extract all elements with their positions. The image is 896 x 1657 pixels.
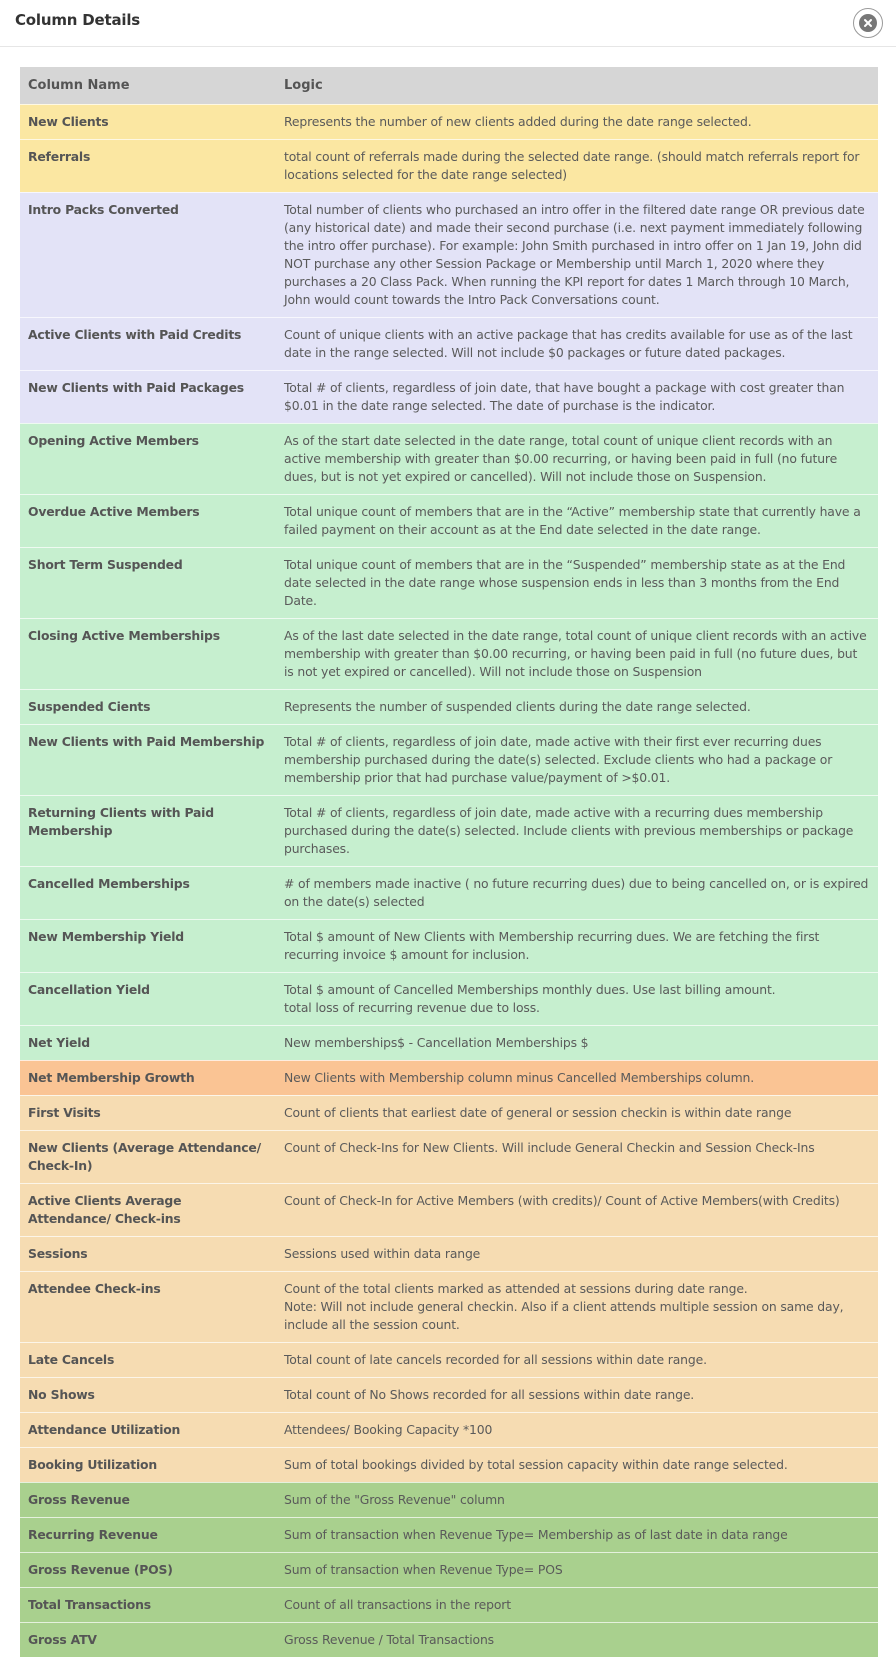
logic-cell xyxy=(276,1130,878,1183)
table-row xyxy=(20,1587,878,1622)
logic-text: Sum of transaction when Revenue Type= Membership as of last date in data range xyxy=(284,1526,788,1542)
logic-text: Represents the number of suspended clients during the date range selected. xyxy=(284,698,751,714)
column-name-cell: Sessions xyxy=(20,1236,276,1271)
logic-text: Sessions used within data range xyxy=(284,1245,481,1261)
column-name-cell: Attendee Check-ins xyxy=(20,1271,276,1342)
logic-text: Note: Will not include general checkin. Also if a client attends multiple session on same day, include all the session count. xyxy=(284,1298,844,1332)
logic-cell xyxy=(276,1025,878,1060)
table-row xyxy=(20,795,878,866)
column-name-cell: Closing Active Memberships xyxy=(20,618,276,689)
logic-text: Total unique count of members that are in the “Active” membership state that currently have a failed payment on their account as at the End date selected in the date range. xyxy=(284,503,861,537)
logic-cell xyxy=(276,1412,878,1447)
logic-cell xyxy=(276,689,878,724)
table-row xyxy=(20,1447,878,1482)
logic-text: Count of unique clients with an active package that has credits available for use as of the last date in the range selected. Will not include $0 packages or future dated packages. xyxy=(284,326,853,360)
logic-cell xyxy=(276,1482,878,1517)
table-row xyxy=(20,866,878,919)
table-row xyxy=(20,139,878,192)
table-row xyxy=(20,1517,878,1552)
header-logic: Logic xyxy=(276,67,878,104)
table-row xyxy=(20,919,878,972)
logic-cell xyxy=(276,139,878,192)
logic-cell xyxy=(276,1342,878,1377)
table-row xyxy=(20,618,878,689)
table-row xyxy=(20,1271,878,1342)
header-column-name: Column Name xyxy=(20,67,276,104)
column-name-cell: New Clients with Paid Membership xyxy=(20,724,276,795)
logic-text: Count of Check-Ins for New Clients. Will include General Checkin and Session Check-Ins xyxy=(284,1139,815,1155)
column-name-cell: Net Yield xyxy=(20,1025,276,1060)
logic-text: New memberships$ - Cancellation Memberships $ xyxy=(284,1034,589,1050)
column-name-cell: Active Clients Average Attendance/ Check-ins xyxy=(20,1183,276,1236)
table-row xyxy=(20,1025,878,1060)
table-row xyxy=(20,192,878,317)
logic-text: Count of the total clients marked as attended at sessions during date range. xyxy=(284,1280,748,1296)
logic-text: Count of Check-In for Active Members (with credits)/ Count of Active Members(with Credits) xyxy=(284,1192,840,1208)
column-name-cell: New Membership Yield xyxy=(20,919,276,972)
close-button[interactable] xyxy=(853,8,883,38)
logic-cell xyxy=(276,494,878,547)
column-name-cell: Total Transactions xyxy=(20,1587,276,1622)
column-name-cell: Suspended Cients xyxy=(20,689,276,724)
logic-cell xyxy=(276,1587,878,1622)
column-name-cell: New Clients with Paid Packages xyxy=(20,370,276,423)
column-name-cell: Short Term Suspended xyxy=(20,547,276,618)
table-row xyxy=(20,423,878,494)
table-row xyxy=(20,1342,878,1377)
column-name-cell: Opening Active Members xyxy=(20,423,276,494)
logic-text: total loss of recurring revenue due to loss. xyxy=(284,999,540,1015)
column-name-cell: First Visits xyxy=(20,1095,276,1130)
logic-text: Total number of clients who purchased an intro offer in the filtered date range OR previous date (any historical date) and made their second purchase (i.e. next payment immediately following the intro offer purchase). For example: John Smith purchased in intro offer on 1 Jan 19, John did NOT purchase any other Session Package or Membership until March 1, 2020 where they purchases a 20 Class Pack. When running the KPI report for dates 1 March through 10 March, John would count towards the Intro Pack Conversations count. xyxy=(284,201,865,307)
logic-cell xyxy=(276,866,878,919)
close-circle-icon xyxy=(859,14,877,32)
logic-text: total count of referrals made during the selected date range. (should match referrals report for locations selected for the date range selected) xyxy=(284,148,860,182)
logic-text: Total $ amount of Cancelled Memberships monthly dues. Use last billing amount. xyxy=(284,981,776,997)
table-row xyxy=(20,1622,878,1657)
table-row xyxy=(20,1183,878,1236)
logic-cell xyxy=(276,1552,878,1587)
logic-cell xyxy=(276,317,878,370)
logic-cell xyxy=(276,1236,878,1271)
table-row xyxy=(20,689,878,724)
table-body xyxy=(20,104,878,1657)
logic-text: Total # of clients, regardless of join date, that have bought a package with cost greater than $0.01 in the date range selected. The date of purchase is the indicator. xyxy=(284,379,845,413)
modal-header xyxy=(0,0,896,47)
column-details-table-wrapper xyxy=(20,67,878,1657)
column-name-cell: Referrals xyxy=(20,139,276,192)
table-header-row xyxy=(20,67,878,104)
table-row xyxy=(20,1130,878,1183)
table-row xyxy=(20,104,878,139)
table-row xyxy=(20,1095,878,1130)
column-name-cell: Attendance Utilization xyxy=(20,1412,276,1447)
column-name-cell: Intro Packs Converted xyxy=(20,192,276,317)
logic-cell xyxy=(276,618,878,689)
logic-cell xyxy=(276,370,878,423)
logic-cell xyxy=(276,724,878,795)
logic-cell xyxy=(276,1622,878,1657)
logic-cell xyxy=(276,104,878,139)
table-row xyxy=(20,317,878,370)
logic-cell xyxy=(276,919,878,972)
logic-cell xyxy=(276,972,878,1025)
table-row xyxy=(20,724,878,795)
logic-text: Attendees/ Booking Capacity *100 xyxy=(284,1421,493,1437)
table-row xyxy=(20,1377,878,1412)
table-row xyxy=(20,1412,878,1447)
column-name-cell: Returning Clients with Paid Membership xyxy=(20,795,276,866)
logic-cell xyxy=(276,1271,878,1342)
logic-text: Total $ amount of New Clients with Membership recurring dues. We are fetching the first recurring invoice $ amount for inclusion. xyxy=(284,928,820,962)
column-name-cell: Cancellation Yield xyxy=(20,972,276,1025)
column-name-cell: No Shows xyxy=(20,1377,276,1412)
logic-cell xyxy=(276,1095,878,1130)
logic-cell xyxy=(276,1447,878,1482)
logic-text: Sum of total bookings divided by total session capacity within date range selected. xyxy=(284,1456,788,1472)
table-row xyxy=(20,972,878,1025)
column-name-cell: Late Cancels xyxy=(20,1342,276,1377)
column-name-cell: New Clients (Average Attendance/ Check-In) xyxy=(20,1130,276,1183)
table-row xyxy=(20,494,878,547)
logic-cell xyxy=(276,1183,878,1236)
column-name-cell: Gross Revenue (POS) xyxy=(20,1552,276,1587)
logic-text: # of members made inactive ( no future recurring dues) due to being cancelled on, or is expired on the date(s) selected xyxy=(284,875,869,909)
logic-text: Sum of transaction when Revenue Type= POS xyxy=(284,1561,563,1577)
column-name-cell: Net Membership Growth xyxy=(20,1060,276,1095)
table-row xyxy=(20,547,878,618)
logic-cell xyxy=(276,547,878,618)
logic-cell xyxy=(276,1377,878,1412)
table-row xyxy=(20,1552,878,1587)
column-name-cell: Active Clients with Paid Credits xyxy=(20,317,276,370)
modal-title: Column Details xyxy=(15,11,140,29)
table-row xyxy=(20,1236,878,1271)
logic-text: Represents the number of new clients added during the date range selected. xyxy=(284,113,752,129)
logic-text: Total # of clients, regardless of join date, made active with a recurring dues membership purchased during the date(s) selected. Include clients with previous memberships or package purchases. xyxy=(284,804,854,856)
logic-cell xyxy=(276,423,878,494)
column-name-cell: Booking Utilization xyxy=(20,1447,276,1482)
logic-cell xyxy=(276,192,878,317)
logic-cell xyxy=(276,1517,878,1552)
column-name-cell: Cancelled Memberships xyxy=(20,866,276,919)
logic-text: Count of all transactions in the report xyxy=(284,1596,511,1612)
logic-cell xyxy=(276,1060,878,1095)
table-row xyxy=(20,370,878,423)
logic-text: Total count of late cancels recorded for all sessions within date range. xyxy=(284,1351,707,1367)
column-name-cell: Gross Revenue xyxy=(20,1482,276,1517)
logic-text: New Clients with Membership column minus Cancelled Memberships column. xyxy=(284,1069,755,1085)
column-name-cell: Overdue Active Members xyxy=(20,494,276,547)
column-name-cell: New Clients xyxy=(20,104,276,139)
logic-text: Sum of the "Gross Revenue" column xyxy=(284,1491,505,1507)
column-name-cell: Recurring Revenue xyxy=(20,1517,276,1552)
column-details-table xyxy=(20,67,878,1657)
logic-text: Total # of clients, regardless of join date, made active with their first ever recurring dues membership purchased during the date(s) selected. Exclude clients who had a package or membership prior that had purchase value/payment of >$0.01. xyxy=(284,733,833,785)
logic-text: As of the start date selected in the date range, total count of unique client records with an active membership with greater than $0.00 recurring, or having been paid in full (no future dues, but is not yet expired or cancelled). Will not include those on Suspension. xyxy=(284,432,838,484)
table-row xyxy=(20,1482,878,1517)
logic-text: Gross Revenue / Total Transactions xyxy=(284,1631,494,1647)
logic-text: Count of clients that earliest date of general or session checkin is within date range xyxy=(284,1104,792,1120)
logic-text: As of the last date selected in the date range, total count of unique client records with an active membership with greater than $0.00 recurring, or having been paid in full (no future dues, but is not yet expired or cancelled). Will not include those on Suspension xyxy=(284,627,867,679)
column-name-cell: Gross ATV xyxy=(20,1622,276,1657)
logic-text: Total unique count of members that are in the “Suspended” membership state as at the End date selected in the date range whose suspension ends in less than 3 months from the End Date. xyxy=(284,556,846,608)
logic-text: Total count of No Shows recorded for all sessions within date range. xyxy=(284,1386,695,1402)
logic-cell xyxy=(276,795,878,866)
table-row xyxy=(20,1060,878,1095)
